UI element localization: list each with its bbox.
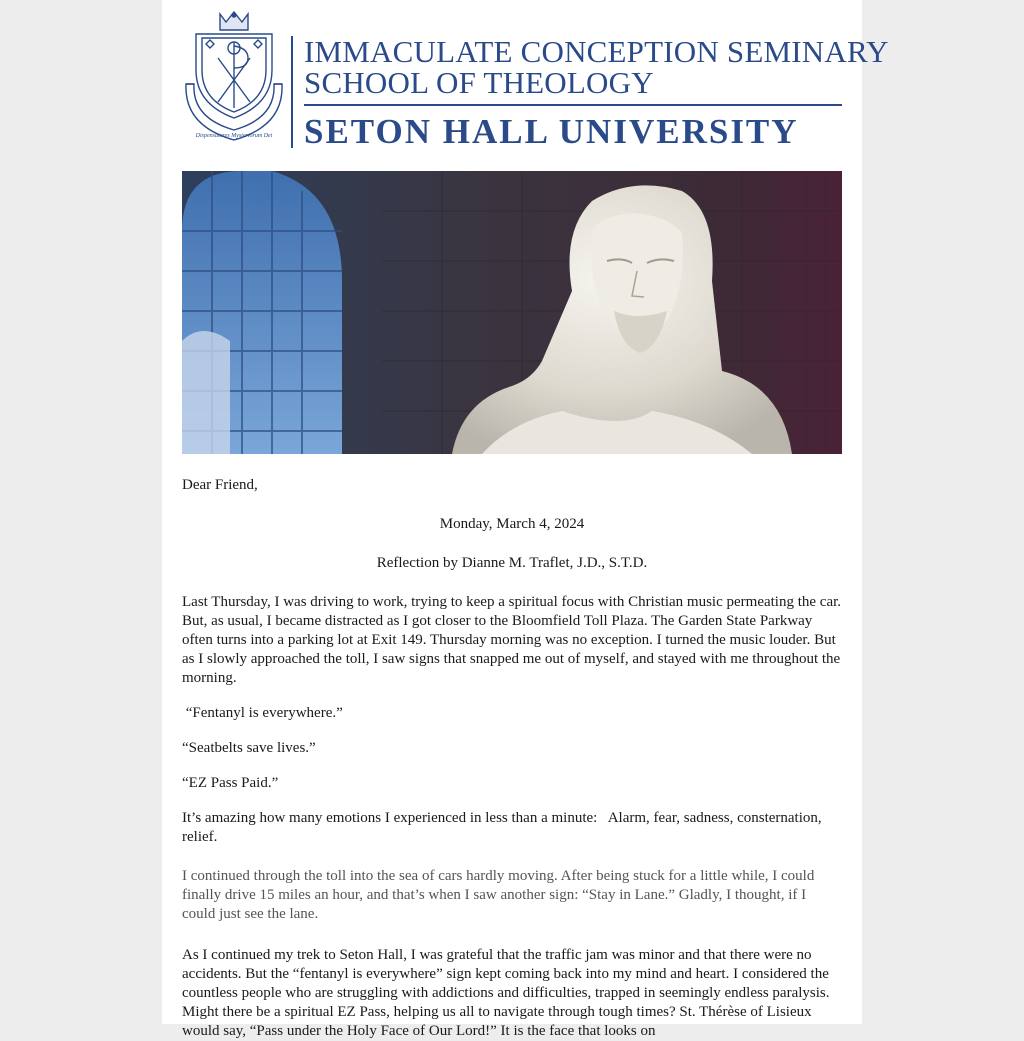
letter-content	[182, 474, 842, 1041]
paragraph-2: It’s amazing how many emotions I experienced in less than a minute: Alarm, fear, sadness, consternation, relief.	[182, 810, 826, 845]
hero-image	[182, 171, 842, 454]
university-name: SETON HALL UNIVERSITY	[304, 112, 799, 151]
seminary-crest-icon	[182, 8, 286, 150]
letter-date: Monday, March 4, 2024	[439, 516, 585, 532]
school-name: SCHOOL OF THEOLOGY	[304, 65, 654, 100]
paragraph-4: As I continued my trek to Seton Hall, I was grateful that the traffic jam was minor and that there were no accidents. But the “fentanyl is everywhere” sign kept coming back into my mind and heart. I considered the countless people who are struggling with addictions and difficulties, trapped in seemingly endless paralysis. Might there be a spiritual EZ Pass, helping us all to navigate through tough times? St. Thérèse of Lisieux would say, “Pass under the Holy Face of Our Lord!” It is the face that looks on	[182, 947, 830, 1039]
quote-ezpass: “EZ Pass Paid.”	[182, 775, 279, 791]
newsletter-header	[182, 8, 889, 151]
header-rule	[304, 104, 842, 106]
email-body	[162, 0, 889, 1039]
quote-seatbelts: “Seatbelts save lives.”	[182, 740, 316, 756]
paragraph-3: I continued through the toll into the sea of cars hardly moving. After being stuck for a little while, I could finally drive 15 miles an hour, and that’s when I saw another sign: “Stay in Lane.” Gladly, I thought, if I could just see the lane.	[182, 868, 815, 922]
quote-fentanyl: “Fentanyl is everywhere.”	[182, 705, 343, 721]
seminary-name: IMMACULATE CONCEPTION SEMINARY	[304, 34, 889, 69]
paragraph-1: Last Thursday, I was driving to work, trying to keep a spiritual focus with Christian music permeating the car. But, as usual, I became distracted as I got closer to the Bloomfield Toll Plaza. The Garden State Parkway often turns into a parking lot at Exit 149. Thursday morning was no exception. I turned the music louder. But as I slowly approached the toll, I saw signs that snapped me out of myself, and stayed with me throughout the morning.	[182, 594, 842, 686]
statue-photo	[182, 171, 842, 454]
header-divider	[291, 36, 293, 148]
svg-text:Dispensatores Mysteriorum Dei: Dispensatores Mysteriorum Dei	[195, 133, 273, 139]
greeting: Dear Friend,	[182, 477, 258, 493]
reflection-byline: Reflection by Dianne M. Traflet, J.D., S.T.D.	[376, 555, 648, 571]
